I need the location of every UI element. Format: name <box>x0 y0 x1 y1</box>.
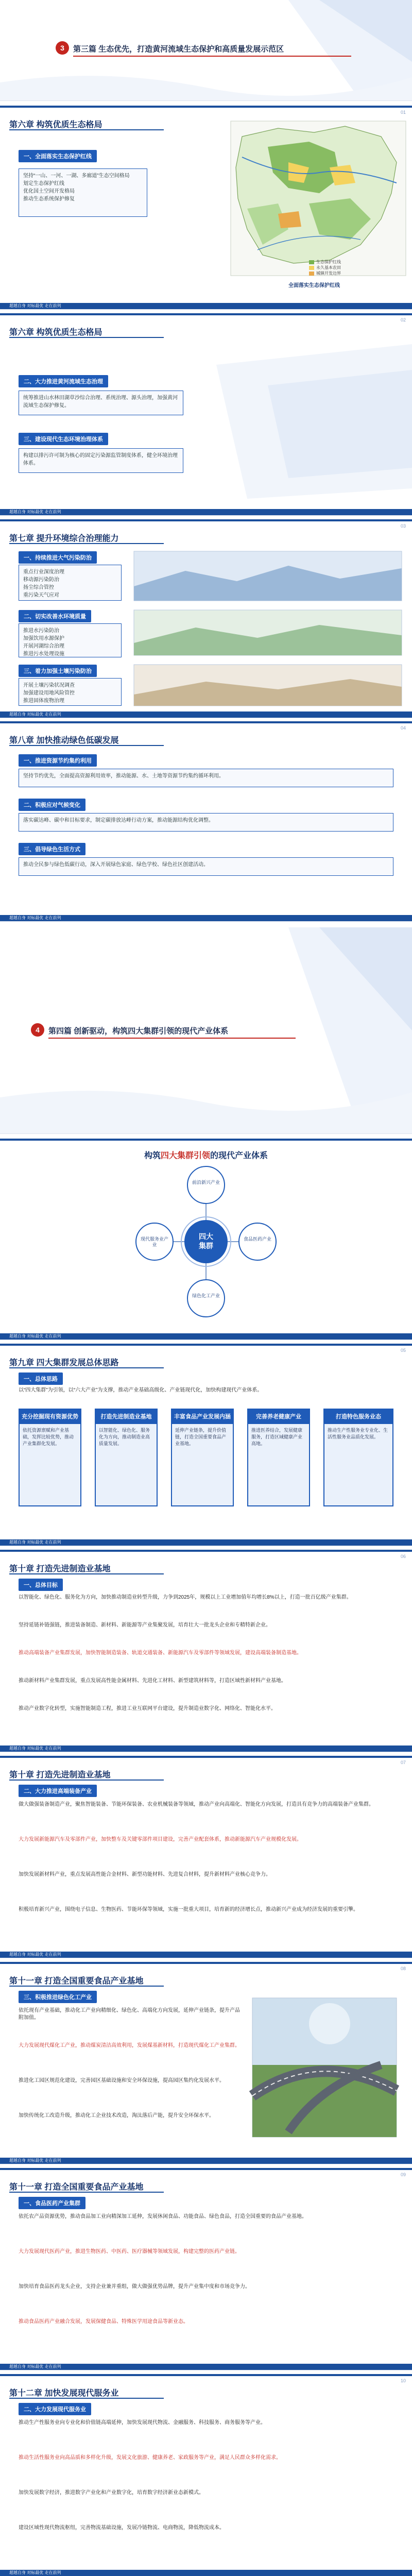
bullet-item: 推动生态系统保护修复 <box>23 196 75 202</box>
approach-card: 丰富食品产业发展内涵 延伸产业链条，提升价值链，打造全国重要食品产业基地。 <box>171 1409 234 1506</box>
body-paragraph: 积极培育新兴产业，围绕电子信息、生物医药、节能环保等领域，实施一批重大项目，培育新的经济增长点，推动新兴产业成为经济发展的重要引擎。 <box>19 1907 358 1912</box>
map-legend-item: 生态保护红线 <box>316 260 341 264</box>
slide-footer: 超越自身 对标最优 走在前列 <box>0 2570 412 2576</box>
title-rule <box>9 1367 164 1368</box>
section-label: 一、食品医药产业集群 <box>19 2197 85 2209</box>
slide-footer: 超越自身 对标最优 走在前列 <box>0 2158 412 2164</box>
body-paragraph: 大力发展新能源汽车及零部件产业，加快整车及关键零部件项目建设，完善产业配套体系，推动新能源汽车产业规模化发展。 <box>19 1837 302 1842</box>
section-label: 三、建设现代生态环境治理体系 <box>19 433 108 445</box>
slide-top-bar <box>0 1344 412 1346</box>
title-rule <box>9 1780 164 1781</box>
body-paragraph: 推动产业数字化转型，实施智能制造工程，推进工业互联网平台建设，提升制造业数字化、网络化、智能化水平。 <box>19 1706 276 1711</box>
slide-page-number: 01 <box>400 110 406 115</box>
section-text-box: 落实碳达峰、碳中和目标要求，制定碳排放达峰行动方案，推动能源结构优化调整。 <box>19 813 393 832</box>
slide-top-bar <box>0 2168 412 2170</box>
body-paragraph: 加快培育食品医药龙头企业，支持企业兼并重组，做大做强优势品牌，提升产业集中度和市场竞争力。 <box>19 2284 250 2290</box>
hub-node-label: 前沿新兴产业 <box>192 1180 220 1185</box>
section-label: 三、着力加强土壤污染防治 <box>19 665 97 677</box>
body-paragraph: 建设区域性现代物流枢纽，完善物流基础设施，发展冷链物流、电商物流，降低物流成本。 <box>19 2525 225 2531</box>
section-label: 二、大力发展现代服务业 <box>19 2403 91 2415</box>
title-rule <box>9 745 164 746</box>
svg-text:集群: 集群 <box>199 1242 213 1250</box>
highway-photo <box>0 1962 412 2164</box>
slide-footer: 超越自身 对标最优 走在前列 <box>0 2364 412 2370</box>
slide-page-number: 06 <box>400 1554 406 1559</box>
slide-page-number: 02 <box>400 317 406 323</box>
slide-footer: 超越自身 对标最优 走在前列 <box>0 1952 412 1958</box>
hub-node-label: 绿色化工产业 <box>192 1293 220 1298</box>
slide-top-bar <box>0 1550 412 1552</box>
section-label: 三、积极推进绿色化工产业 <box>19 1991 97 2003</box>
bullet-item: 划定生态保护红线 <box>23 181 64 187</box>
slide-footer: 超越自身 对标最优 走在前列 <box>0 1539 412 1546</box>
slide-footer: 超越自身 对标最优 走在前列 <box>0 303 412 309</box>
svg-text:四大: 四大 <box>199 1232 213 1241</box>
bullet-item: 移动源污染防治 <box>23 577 59 583</box>
slide-page-number: 08 <box>400 1966 406 1971</box>
slide-four-clusters <box>0 1139 412 1340</box>
title-underline <box>48 1038 296 1039</box>
slide-footer: 超越自身 对标最优 走在前列 <box>0 509 412 515</box>
body-paragraph: 加快发展数字经济，推进数字产业化和产业数字化，培育数字经济新业态新模式。 <box>19 2490 204 2496</box>
bullet-item: 扬尘综合管控 <box>23 585 54 590</box>
slide-ecology-governance <box>0 313 412 516</box>
slide-footer: 超越自身 对标最优 走在前列 <box>0 1745 412 1752</box>
bullet-item: 推进污水处理设施 <box>23 651 64 657</box>
slide-page-number: 10 <box>400 2378 406 2383</box>
hub-node-label: 食品医药产业 <box>243 1236 271 1242</box>
approach-card: 打造先进制造业基地 以智能化、绿色化、服务化为方向，推动制造业高质量发展。 <box>95 1409 158 1506</box>
slide-page-number: 05 <box>400 1348 406 1353</box>
body-paragraph: 推进化工园区规范化建设，完善园区基础设施和安全环保设施，提高园区集约化发展水平。 <box>19 2078 225 2083</box>
slide-ecology-redline <box>0 106 412 310</box>
bullet-item: 加强饮用水源保护 <box>23 636 64 641</box>
chapter-title: 第六章 构筑优质生态格局 <box>9 121 102 129</box>
slide-background-decoration <box>0 313 412 515</box>
section-text-box: 推动全民参与绿色低碳行动，深入开展绿色家庭、绿色学校、绿色社区创建活动。 <box>19 857 393 876</box>
slide-page-number: 07 <box>400 1760 406 1765</box>
bullet-item: 开展河湖综合治理 <box>23 643 64 649</box>
title-rule <box>9 2192 164 2193</box>
section-number-badge: 4 <box>31 1023 44 1037</box>
slide-food-medicine <box>0 2168 412 2370</box>
body-paragraph: 依托现有产业基础，推动化工产业向精细化、绿色化、高端化方向发展，延伸产业链条，提升产品附加值。 <box>19 2008 240 2021</box>
body-paragraph: 加快发展新材料产业，重点发展高性能合金材料、新型功能材料、先进复合材料，提升新材料产业核心竞争力。 <box>19 1872 271 1877</box>
slide-top-bar <box>0 2374 412 2376</box>
body-paragraph: 坚持延链补链强链，推进装备制造、新材料、新能源等产业集聚发展，培育壮大一批龙头企业和专精特新企业。 <box>19 1622 271 1628</box>
title-rule <box>9 1573 164 1574</box>
body-paragraph: 推动食品医药产业融合发展，发展保健食品、特殊医学用途食品等新业态。 <box>19 2319 188 2325</box>
slide-modern-services <box>0 2374 412 2576</box>
map-legend-item: 永久基本农田 <box>316 265 341 270</box>
approach-card: 完善养老健康产业 推进医养结合，发展健康服务，打造区域健康产业高地。 <box>247 1409 310 1506</box>
body-paragraph: 大力发展现代医药产业，推进生物医药、中医药、医疗器械等领域发展，构建完整的医药产业链。 <box>19 2249 240 2255</box>
slide-page-number: 09 <box>400 2172 406 2177</box>
bullet-item: 加强建设用地风险管控 <box>23 690 75 696</box>
slide-footer: 超越自身 对标最优 走在前列 <box>0 915 412 921</box>
bullet-box <box>19 678 122 706</box>
section-cover-4 <box>0 927 412 1134</box>
slide-green-development <box>0 721 412 922</box>
slide-high-end-equipment <box>0 1756 412 1958</box>
section-text-box: 统筹推进山水林田湖草沙综合治理、系统治理、源头治理，加强黄河流域生态保护修复。 <box>19 391 183 415</box>
approach-card: 打造特色服务业态 推动生产性服务业专业化、生活性服务业品质化发展。 <box>323 1409 393 1506</box>
bullet-item: 优化国土空间开发格局 <box>23 189 75 194</box>
chapter-title: 第十章 打造先进制造业基地 <box>9 1565 111 1573</box>
section-label: 一、总体思路 <box>19 1372 63 1385</box>
section-title: 第三篇 生态优先，打造黄河流域生态保护和高质量发展示范区 <box>73 45 284 54</box>
section-label: 一、持续推进大气污染防治 <box>19 551 97 564</box>
intro-paragraph: 以“四大集群”为引领，以“六大产业”为支撑，推动产业基础高级化、产业链现代化，加快构建现代产业体系。 <box>19 1387 263 1393</box>
slide-page-number: 03 <box>400 523 406 529</box>
body-paragraph: 做大做强装备制造产业，聚焦智能装备、节能环保装备、农业机械装备等领域，推动产业向高端化、智能化方向发展，打造具有竞争力的高端装备产业集群。 <box>19 1802 374 1807</box>
bullet-item: 推进水污染防治 <box>23 628 59 634</box>
cluster-hub-diagram <box>0 1139 412 1340</box>
section-label: 二、大力推进黄河流域生态治理 <box>19 375 108 387</box>
bullet-item: 坚持“一山、一河、一湖、多廊道”生态空间格局 <box>23 173 130 179</box>
section-cover-3 <box>0 0 412 101</box>
slide-footer: 超越自身 对标最优 走在前列 <box>0 1333 412 1340</box>
bullet-item: 重点行业深度治理 <box>23 569 64 575</box>
body-paragraph: 以智能化、绿色化、服务化为方向，加快推动制造业转型升级，力争到2025年，规模以上工业增加值年均增长8%以上，打造一批百亿级产业集群。 <box>19 1595 352 1600</box>
slide-overall-approach <box>0 1344 412 1546</box>
slide-top-bar <box>0 721 412 723</box>
slide-green-chemical <box>0 1962 412 2164</box>
title-underline <box>73 56 351 57</box>
bullet-item: 推进固体废物治理 <box>23 698 64 704</box>
bullet-box <box>19 623 122 657</box>
chapter-title: 第九章 四大集群发展总体思路 <box>9 1359 119 1367</box>
body-paragraph: 推动高端装备产业集群发展，加快智能制造装备、轨道交通装备、新能源汽车及零部件等领域发展，建设高端装备制造基地。 <box>19 1650 302 1656</box>
title-rule <box>9 2398 164 2399</box>
section-label: 一、全面落实生态保护红线 <box>19 150 97 162</box>
hub-node-label: 现代服务业产业 <box>140 1236 168 1247</box>
bullet-item: 开展土壤污染状况调查 <box>23 683 75 688</box>
body-paragraph: 推动新材料产业集群发展，重点发展高性能金属材料、先进化工材料、新型建筑材料等，打造区域性新材料产业基地。 <box>19 1678 286 1684</box>
redline-map <box>0 106 412 309</box>
body-paragraph: 加快传统化工改造升级，推动化工企业技术改造，淘汰落后产能，提升安全环保水平。 <box>19 2113 214 2119</box>
map-legend-item: 城镇开发边界 <box>316 271 341 276</box>
section-text-box: 坚持节约优先，全面提高资源利用效率，推动能源、水、土地等资源节约集约循环利用。 <box>19 769 393 787</box>
section-label: 二、积极应对气候变化 <box>19 799 85 811</box>
body-paragraph: 依托农产品资源优势，推动食品加工业向精深加工延伸，发展休闲食品、功能食品、绿色食品，打造全国重要的食品产业基地。 <box>19 2214 307 2219</box>
chapter-title: 第十一章 打造全国重要食品产业基地 <box>9 2183 144 2192</box>
section-label: 一、总体目标 <box>19 1579 63 1591</box>
approach-card: 充分挖掘现有资源优势 依托资源禀赋和产业基础，发挥比较优势，推动产业集群化发展。 <box>19 1409 81 1506</box>
body-paragraph: 推动生产性服务业向专业化和价值链高端延伸，加快发展现代物流、金融服务、科技服务、商务服务等产业。 <box>19 2420 266 2426</box>
map-caption: 全面落实生态保护红线 <box>288 283 340 289</box>
section-label: 二、切实改善水环境质量 <box>19 610 91 622</box>
section-label: 一、推进资源节约集约利用 <box>19 754 97 767</box>
section-label: 二、大力推进高端装备产业 <box>19 1785 97 1797</box>
chapter-title: 第七章 提升环境综合治理能力 <box>9 534 119 543</box>
slide-page-number: 04 <box>400 725 406 731</box>
chapter-title: 第十二章 加快发展现代服务业 <box>9 2389 119 2398</box>
section-text-box: 构建以排污许可制为核心的固定污染源监管制度体系，健全环境治理体系。 <box>19 448 183 473</box>
chapter-title: 第六章 构筑优质生态格局 <box>9 328 102 337</box>
slide-top-bar <box>0 1756 412 1758</box>
body-paragraph: 推动生活性服务业向高品质和多样化升级，发展文化旅游、健康养老、家政服务等产业，满足人民群众多样化需求。 <box>19 2455 281 2461</box>
chapter-title: 第十章 打造先进制造业基地 <box>9 1771 111 1780</box>
chapter-title: 第八章 加快推动绿色低碳发展 <box>9 736 119 745</box>
diagram-title: 构筑四大集群引领的现代产业体系 <box>144 1151 268 1160</box>
section-title: 第四篇 创新驱动，构筑四大集群引领的现代产业体系 <box>48 1027 229 1036</box>
slide-manufacturing-base <box>0 1550 412 1752</box>
slide-environment-governance <box>0 519 412 718</box>
section-label: 三、倡导绿色生活方式 <box>19 843 85 855</box>
body-paragraph: 大力发展现代煤化工产业，推动煤炭清洁高效利用，发展煤基新材料，打造现代煤化工产业集群。 <box>19 2043 240 2048</box>
bullet-item: 重污染天气应对 <box>23 592 59 598</box>
chapter-title: 第十一章 打造全国重要食品产业基地 <box>9 1977 144 1986</box>
section-number-badge: 3 <box>56 41 69 55</box>
slide-footer: 超越自身 对标最优 走在前列 <box>0 711 412 718</box>
